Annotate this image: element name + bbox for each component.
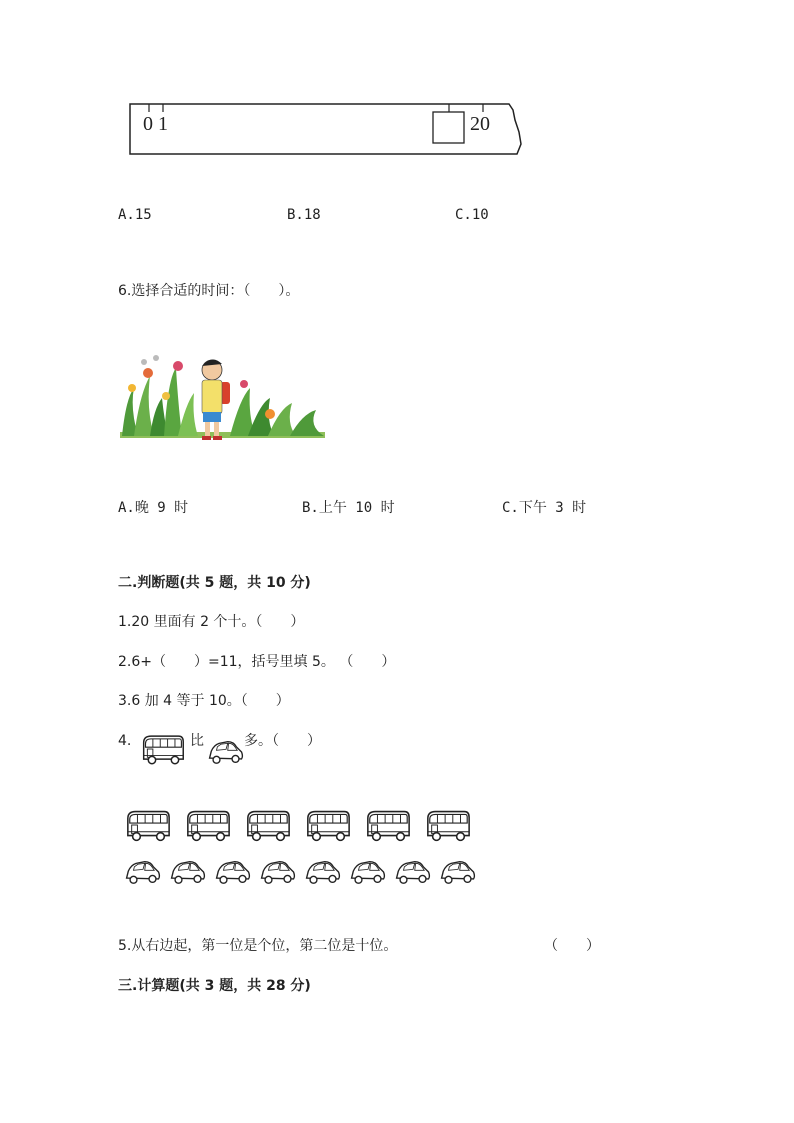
car-icon: [207, 737, 245, 767]
judge-q4-suffix: 多。（ ）: [244, 733, 321, 749]
bus-icon: [124, 808, 172, 842]
question-6: 6.选择合适的时间：（ ）。: [118, 283, 300, 299]
option-b[interactable]: B.18: [287, 207, 321, 223]
number-ruler: [125, 98, 525, 160]
option-a[interactable]: A.15: [118, 207, 152, 223]
car-icon: [214, 856, 252, 888]
judge-q1: 1.20 里面有 2 个十。（ ）: [118, 614, 305, 630]
car-icon: [169, 856, 207, 888]
boy-garden-image: [120, 348, 330, 452]
q6-option-b[interactable]: B.上午 10 时: [302, 500, 395, 516]
option-c[interactable]: C.10: [455, 207, 489, 223]
car-icon: [124, 856, 162, 888]
judge-q5-bracket: （ ）: [544, 938, 600, 954]
answer-box[interactable]: [433, 112, 464, 143]
car-icon: [394, 856, 432, 888]
car-icon: [349, 856, 387, 888]
section-2-heading: 二.判断题(共 5 题，共 10 分): [118, 575, 311, 591]
judge-q5: 5.从右边起，第一位是个位，第二位是十位。: [118, 938, 398, 954]
car-icon: [439, 856, 477, 888]
car-row: [124, 856, 484, 896]
car-icon: [259, 856, 297, 888]
bus-icon: [244, 808, 292, 842]
bus-icon: [184, 808, 232, 842]
bus-icon: [424, 808, 472, 842]
q6-option-a[interactable]: A.晚 9 时: [118, 500, 189, 516]
bus-icon: [364, 808, 412, 842]
bus-row: [124, 808, 484, 848]
judge-q4-mid: 比: [190, 733, 204, 749]
ruler-end-label: 20: [470, 113, 490, 135]
bus-icon: [140, 733, 186, 765]
judge-q3: 3.6 加 4 等于 10。（ ）: [118, 693, 290, 709]
judge-q2: 2.6+（ ）=11，括号里填 5。 （ ）: [118, 654, 396, 670]
ruler-start-labels: 0 1: [143, 113, 168, 135]
section-3-heading: 三.计算题(共 3 题，共 28 分): [118, 978, 311, 994]
q6-option-c[interactable]: C.下午 3 时: [502, 500, 587, 516]
car-icon: [304, 856, 342, 888]
bus-icon: [304, 808, 352, 842]
judge-q4-prefix: 4.: [118, 733, 132, 749]
